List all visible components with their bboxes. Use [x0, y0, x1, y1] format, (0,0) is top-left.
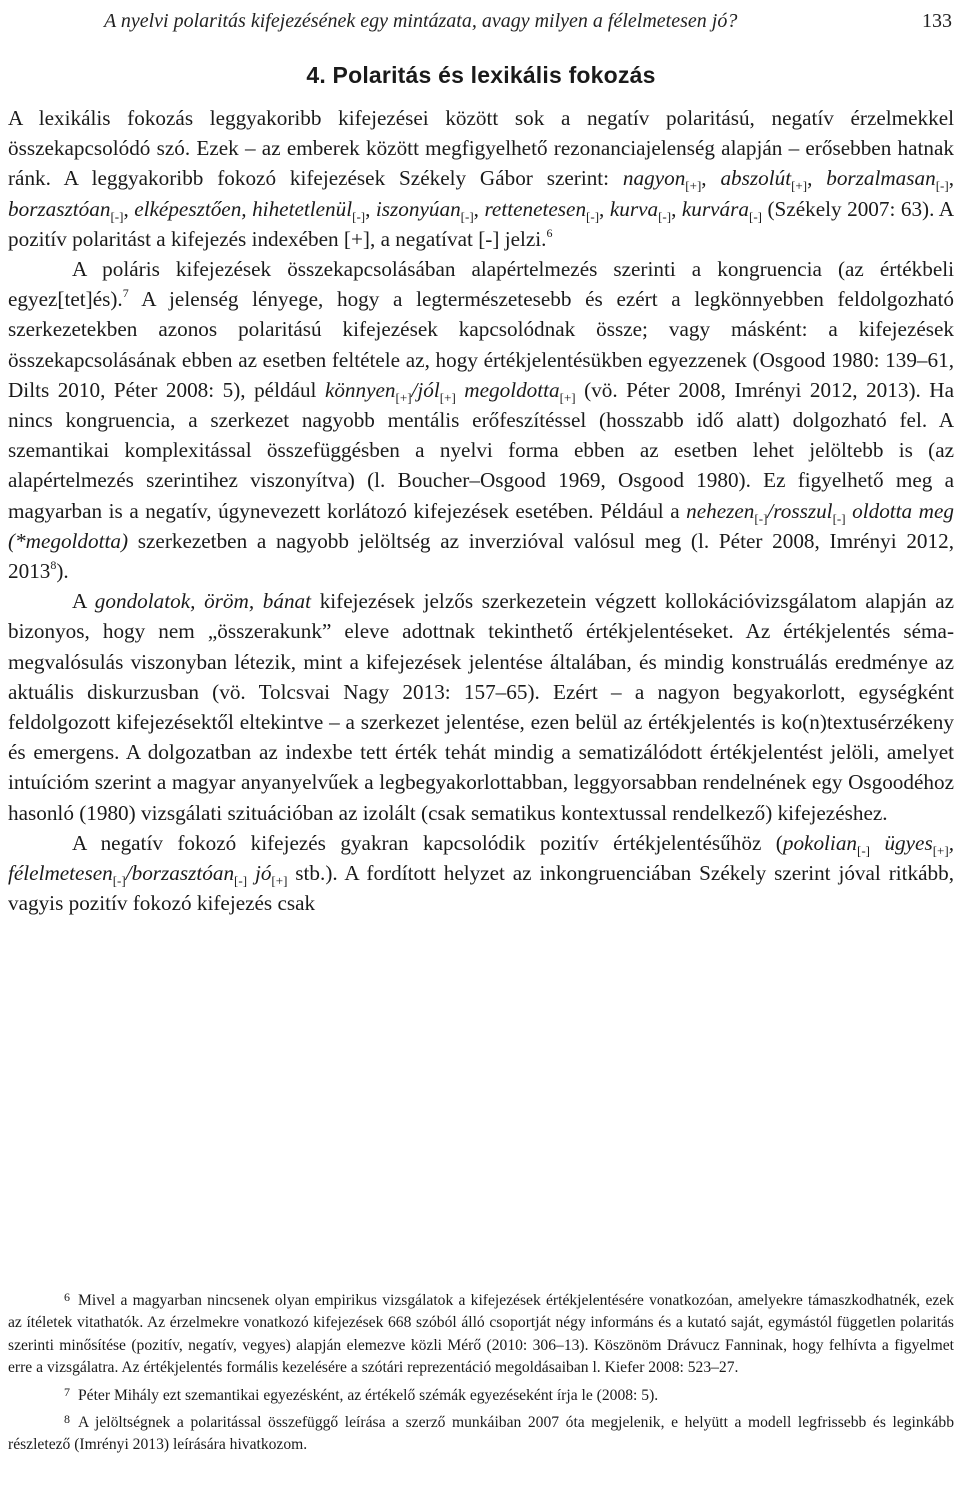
- example-word: pokolian: [782, 830, 858, 855]
- text-run: ,: [599, 196, 610, 221]
- text-run: /: [411, 377, 418, 402]
- example-word: rettenetesen: [484, 196, 587, 221]
- text-run: [870, 831, 884, 855]
- footnote-ref[interactable]: 7: [122, 286, 129, 301]
- footnote-6: [8, 1286, 954, 1380]
- text-run: (vö. Péter 2008, Imrényi 2012, 2013). Ha nincs kongruencia, a szerkezet nagyobb mentális erőfeszítéssel (hosszabb idő alatt) dolgozható fel. A szemantikai komplexitással összefüggésben a nyelvi forma ebben az esetben lehet jelöltebb is (az alapértelmezés szerintihez viszonyítva) (l. Boucher–Osgood 1969, Osgood 1980). Ez figyelhető meg a magyarban is a negatív, úgynevezett korlátozó kifejezések esetében. Például a: [8, 377, 955, 523]
- text-run: /: [767, 498, 774, 523]
- page-number: 133: [922, 10, 952, 32]
- polarity-index: [+]: [559, 389, 576, 405]
- example-phrase: gondolatok, öröm, bánat: [94, 589, 312, 614]
- text-run: A jelenség lényege, hogy a legtermészetesebb és ezért a legkönnyebben feldolgozható szerkezetekben azonos polaritású kifejezések kapcsolódnak össze; vagy másként: a kifejezések összekapcsolásának ebben az esetben feltétele az, hogy értékjelentésükben egyezzenek (Osgood 1980: 139–61, Dilts 2010, Péter 2008: 5), például: [8, 287, 954, 402]
- example-word: elképesztően, hihetetlenül: [134, 196, 353, 221]
- polarity-index: [+]: [439, 389, 456, 405]
- text-run: stb.). A fordított helyzet az inkongruenciában Székely szerint jóval ritkább, vagyis pozitív fokozó kifejezés csak: [8, 861, 955, 916]
- running-head: [8, 0, 954, 42]
- example-word: megoldotta: [464, 377, 560, 402]
- polarity-index: [-]: [857, 842, 871, 858]
- footnote-ref[interactable]: 6: [546, 225, 553, 240]
- example-word: abszolút: [720, 166, 792, 191]
- text-run: A: [72, 589, 95, 614]
- polarity-index: [-]: [110, 208, 124, 224]
- footnote-text: Mivel a magyarban nincsenek olyan empirikus vizsgálatok a kifejezések értékjelentésére vonatkozóan, amelyekre támaszkodhatnék, ezek az ítéletek vitathatók. Az érzelmekre vonatkozó kifejezések 668 szóból álló csoportját négy informáns és a kutató saját, egymástól független polaritás szerinti minősítése (pozitív, negatív, vegyes) alapján elemezve közli Mérő (2010: 306–13). Köszönöm Drávucz Fanninak, hogy felhívta a figyelmet erre a vizsgálatra. Az értékjelentés formális kezelésére a szótári reprezentáció megoldásaiban l. Kiefer 2008: 523–27.: [8, 1292, 954, 1377]
- text-run: kifejezések jelzős szerkezetein végzett kollokációvizsgálatom alapján az bizonyos, hogy nem „összerakunk” eleve adottnak tekinthető értékjelentéseket. Az értékjelentés séma-megvalósulás viszonyban létezik, mint a kifejezések jelentése általában, és mindig konstruálás eredménye az aktuális diskurzusban (vö. Tolcsvai Nagy 2013: 157–65). Ezért – a nagyon begyakorlott, egységként feldolgozott kifejezésektől eltekintve – a szerkezet jelentése, ezen belül az értékjelentés is ko(n)textusérzékeny és emergens. A dolgozatban az indexbe tett érték tehát mindig a sematizálódott értékjelentést jelöli, amelyet intuícióm szerint a magyar anyanyelvűek a legbegyakorlottabban, leggyorsabban rendelnének egy Osgoodéhoz hasonló (1980) vizsgálati szituációban az izolált (csak sematikus kontextussal rendelkező) kifejezéshez.: [8, 589, 954, 825]
- example-word: kurvára: [681, 196, 749, 221]
- main-text: [8, 103, 954, 918]
- running-title: A nyelvi polaritás kifejezésének egy mintázata, avagy milyen a félelmetesen jó?: [104, 10, 738, 32]
- example-word: kurva: [609, 196, 659, 221]
- paragraph-2: [8, 254, 954, 586]
- text-run: ,: [948, 830, 954, 855]
- example-word: nagyon: [622, 166, 686, 191]
- example-word: jó: [254, 861, 272, 886]
- text-run: A poláris kifejezések összekapcsolásában alapértelmezés szerinti a kongruencia (az értékbeli egyez[tet]és).: [8, 257, 954, 312]
- polarity-index: [-]: [234, 873, 248, 889]
- footnote-text: A jelöltségnek a polaritással összefüggő leírása a szerző munkáiban 2007 óta megjelenik, e helyütt a modell legfrissebb és leginkább részletező (Imrényi 2013) leírására hivatkozom.: [8, 1414, 954, 1454]
- paragraph-1: [8, 103, 954, 254]
- text-run: (Székely 2007: 63). A pozitív polaritást a kifejezés indexében [+], a negatívat [-] jelzi.: [8, 196, 955, 251]
- page: [8, 0, 954, 918]
- example-word: nehezen: [686, 498, 755, 523]
- example-word: félelmetesen: [8, 861, 113, 886]
- polarity-index: [-]: [586, 208, 600, 224]
- polarity-index: [-]: [935, 178, 949, 194]
- text-run: ,: [365, 196, 376, 221]
- text-run: [247, 861, 255, 885]
- example-word: iszonyúan: [375, 196, 461, 221]
- text-run: ).: [56, 559, 69, 584]
- example-word: borzasztóan: [131, 861, 235, 886]
- footnote-number: 6: [64, 1290, 70, 1304]
- polarity-index: [-]: [352, 208, 366, 224]
- text-run: A lexikális fokozás leggyakoribb kifejezései között sok a negatív polaritású, negatív érzelmekkel összekapcsolódó szó. Ezek – az emberek között megfigyelhető rezonanciajelenség alapján – erősebben hatnak ránk. A leggyakoribb fokozó kifejezések Székely Gábor szerint:: [8, 106, 954, 191]
- example-word: borzasztóan: [8, 196, 111, 221]
- section-title: 4. Polaritás és lexikális fokozás: [306, 62, 656, 88]
- text-run: /: [125, 861, 132, 886]
- example-word: rosszul: [773, 498, 833, 523]
- footnote-number: 8: [64, 1412, 70, 1427]
- footnote-8: [8, 1408, 954, 1457]
- polarity-index: [-]: [112, 873, 126, 889]
- polarity-index: [-]: [832, 510, 846, 526]
- footnote-7: [8, 1381, 954, 1407]
- paragraph-3: [8, 586, 954, 828]
- text-run: ,: [948, 166, 955, 191]
- example-word: borzalmasan: [826, 166, 936, 191]
- footnote-text: Péter Mihály ezt szemantikai egyezésként, az értékelő szémák egyezéseként írja le (2008: 5).: [78, 1386, 659, 1404]
- paragraph-4: [8, 828, 954, 919]
- text-run: ,: [807, 166, 827, 191]
- text-run: ,: [473, 196, 485, 221]
- polarity-index: [-]: [658, 208, 672, 224]
- text-run: ,: [701, 166, 721, 191]
- footnote-number: 7: [64, 1384, 70, 1399]
- footnotes: [8, 1286, 954, 1458]
- polarity-index: [+]: [685, 178, 702, 194]
- example-word: könnyen: [324, 377, 396, 402]
- example-phrase: oldotta meg (*megoldotta): [8, 498, 954, 553]
- text-run: ,: [671, 196, 682, 221]
- polarity-index: [-]: [748, 208, 762, 224]
- text-run: ,: [123, 196, 135, 221]
- text-run: A negatív fokozó kifejezés gyakran kapcsolódik pozitív értékjelentésűhöz (: [72, 830, 783, 855]
- polarity-index: [+]: [932, 842, 949, 858]
- example-word: jól: [417, 377, 440, 402]
- polarity-index: [+]: [791, 178, 808, 194]
- polarity-index: [-]: [460, 208, 474, 224]
- polarity-index: [-]: [754, 510, 768, 526]
- polarity-index: [+]: [271, 873, 288, 889]
- polarity-index: [+]: [395, 389, 412, 405]
- footnote-ref[interactable]: 8: [50, 558, 57, 573]
- example-word: ügyes: [884, 830, 933, 855]
- text-run: szerkezetben a nagyobb jelöltség az inverzióval valósul meg (l. Péter 2008, Imrényi 2012, 2013: [8, 528, 954, 584]
